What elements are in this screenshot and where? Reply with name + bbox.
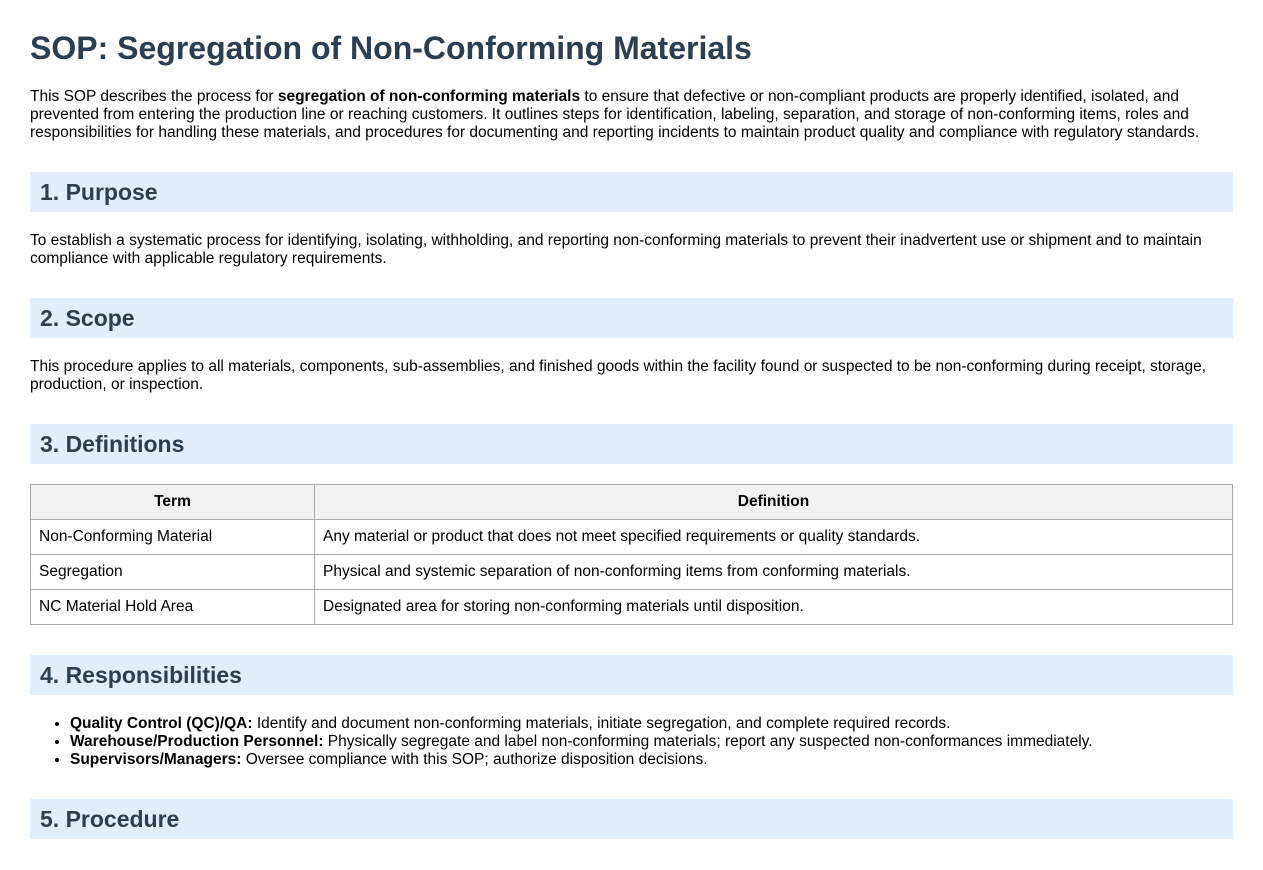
table-row	[31, 555, 1233, 590]
table-row	[31, 520, 1233, 555]
column-header-term: Term	[31, 485, 315, 520]
definition-cell: Physical and systemic separation of non-conforming items from conforming materials.	[315, 555, 1233, 590]
list-item	[70, 733, 1233, 751]
table-header-row	[31, 485, 1233, 520]
role-description: Physically segregate and label non-conforming materials; report any suspected non-conformances immediately.	[323, 733, 1093, 750]
list-item	[70, 751, 1233, 769]
section-heading-procedure: 5. Procedure	[30, 799, 1233, 839]
term-cell: Segregation	[31, 555, 315, 590]
section-heading-definitions: 3. Definitions	[30, 424, 1233, 464]
term-cell: NC Material Hold Area	[31, 590, 315, 625]
term-cell: Non-Conforming Material	[31, 520, 315, 555]
intro-emphasis: segregation of non-conforming materials	[277, 88, 581, 105]
definition-cell: Designated area for storing non-conforming materials until disposition.	[315, 590, 1233, 625]
role-label: Quality Control (QC)/QA:	[70, 715, 253, 732]
role-description: Identify and document non-conforming materials, initiate segregation, and complete required records.	[252, 715, 951, 732]
column-header-definition: Definition	[315, 485, 1233, 520]
intro-text-start: This SOP describes the process for	[30, 88, 278, 105]
definitions-table	[30, 484, 1233, 625]
purpose-text: To establish a systematic process for identifying, isolating, withholding, and reporting non-conforming materials to prevent their inadvertent use or shipment and to maintain compliance with applicable regulatory requirements.	[30, 232, 1202, 267]
scope-text: This procedure applies to all materials, components, sub-assemblies, and finished goods within the facility found or suspected to be non-conforming during receipt, storage, production, or inspection.	[30, 358, 1207, 393]
definition-cell: Any material or product that does not meet specified requirements or quality standards.	[315, 520, 1233, 555]
table-row	[31, 590, 1233, 625]
intro-paragraph	[30, 88, 1233, 142]
role-description: Oversee compliance with this SOP; authorize disposition decisions.	[241, 751, 708, 768]
role-label: Supervisors/Managers:	[70, 751, 242, 768]
list-item	[70, 715, 1233, 733]
intro-text-end: to ensure that defective or non-compliant products are properly identified, isolated, and prevented from entering the production line or reaching customers. It outlines steps for identification, labeling, separation, and storage of non-conforming items, roles and responsibilities for handling these materials, and procedures for documenting and reporting incidents to maintain product quality and compliance with regulatory standards.	[30, 88, 1200, 141]
role-label: Warehouse/Production Personnel:	[70, 733, 324, 750]
section-heading-responsibilities: 4. Responsibilities	[30, 655, 1233, 695]
page-title: SOP: Segregation of Non-Conforming Materials	[30, 30, 752, 66]
section-heading-scope: 2. Scope	[30, 298, 1233, 338]
responsibilities-list	[30, 715, 1233, 769]
section-heading-purpose: 1. Purpose	[30, 172, 1233, 212]
